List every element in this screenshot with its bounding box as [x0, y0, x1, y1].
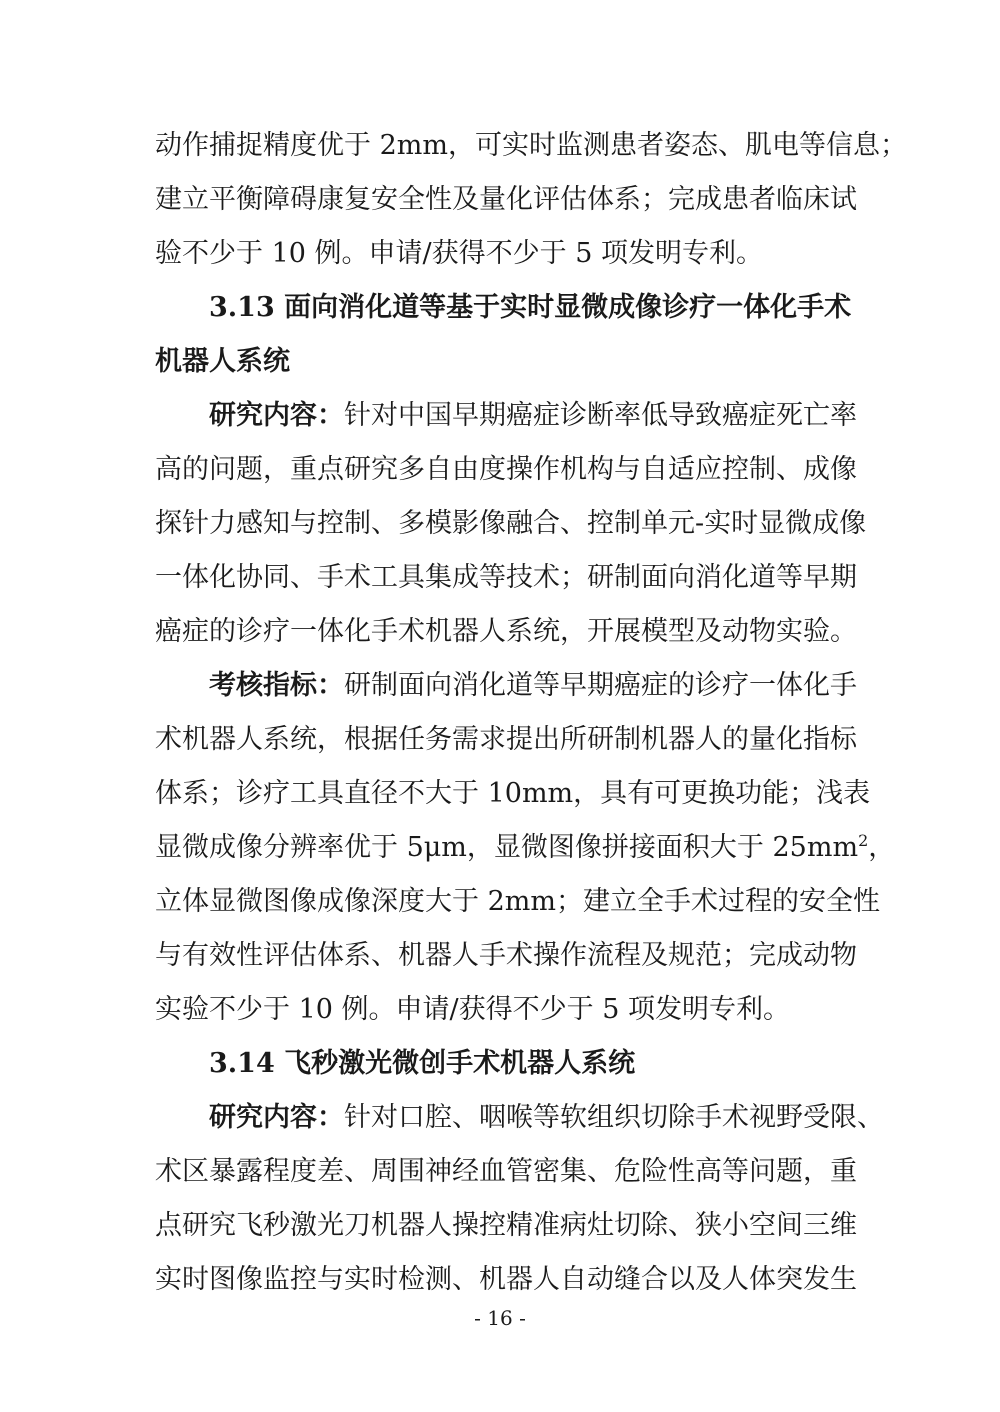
body-line: 癌症的诊疗一体化手术机器人系统，开展模型及动物实验。	[155, 616, 857, 647]
body-line: 一体化协同、手术工具集成等技术；研制面向消化道等早期	[155, 562, 857, 593]
body-text: 显微成像分辨率优于 5μm，显微图像拼接面积大于 25mm	[155, 832, 859, 863]
body-line: 术区暴露程度差、周围神经血管密集、危险性高等问题，重	[155, 1156, 857, 1187]
body-text: 研制面向消化道等早期癌症的诊疗一体化手	[344, 670, 857, 701]
body-line: 术机器人系统，根据任务需求提出所研制机器人的量化指标	[155, 724, 857, 755]
assessment-first-line	[209, 668, 857, 704]
body-line: 与有效性评估体系、机器人手术操作流程及规范；完成动物	[155, 940, 857, 971]
body-line: 高的问题，重点研究多自由度操作机构与自适应控制、成像	[155, 454, 857, 485]
research-content-label: 研究内容：	[209, 1102, 344, 1133]
research-content-first-line	[209, 398, 857, 434]
body-text: ，	[868, 832, 896, 863]
body-line: 实验不少于 10 例。申请/获得不少于 5 项发明专利。	[155, 994, 790, 1025]
assessment-label: 考核指标：	[209, 670, 344, 701]
body-line: 点研究飞秒激光刀机器人操控精准病灶切除、狭小空间三维	[155, 1210, 857, 1241]
body-text: 针对口腔、咽喉等软组织切除手术视野受限、	[344, 1102, 884, 1133]
body-line: 动作捕捉精度优于 2mm，可实时监测患者姿态、肌电等信息；	[155, 130, 907, 161]
body-line-with-superscript	[155, 830, 896, 866]
body-text: 针对中国早期癌症诊断率低导致癌症死亡率	[344, 400, 857, 431]
body-line: 探针力感知与控制、多模影像融合、控制单元-实时显微成像	[155, 508, 867, 539]
section-heading-3-14: 3.14 飞秒激光微创手术机器人系统	[209, 1048, 636, 1079]
body-line: 立体显微图像成像深度大于 2mm；建立全手术过程的安全性	[155, 886, 880, 917]
superscript: 2	[858, 831, 869, 850]
research-content-label: 研究内容：	[209, 400, 344, 431]
body-line: 建立平衡障碍康复安全性及量化评估体系；完成患者临床试	[155, 184, 857, 215]
body-line: 体系；诊疗工具直径不大于 10mm，具有可更换功能；浅表	[155, 778, 871, 809]
section-heading-3-13-cont: 机器人系统	[155, 346, 290, 377]
section-heading-3-13: 3.13 面向消化道等基于实时显微成像诊疗一体化手术	[209, 292, 852, 323]
body-line: 验不少于 10 例。申请/获得不少于 5 项发明专利。	[155, 238, 763, 269]
page-number: - 16 -	[474, 1306, 526, 1330]
research-content-first-line	[209, 1100, 884, 1136]
body-line: 实时图像监控与实时检测、机器人自动缝合以及人体突发生	[155, 1264, 857, 1295]
